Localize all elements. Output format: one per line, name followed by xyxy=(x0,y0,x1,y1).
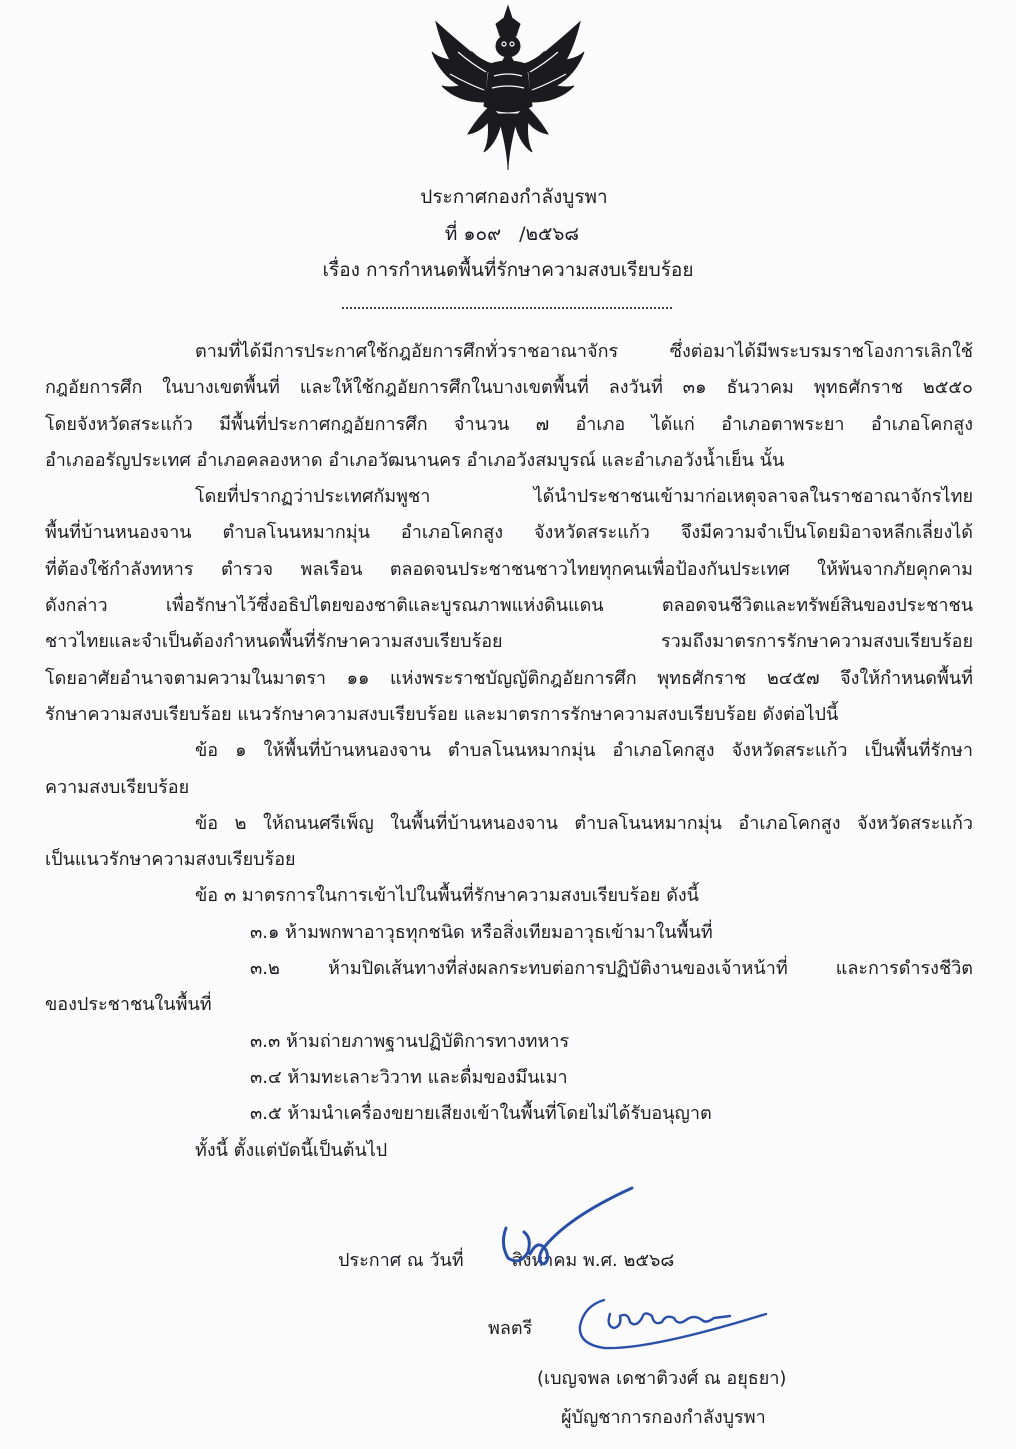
body-line: ของประชาชนในพื้นที่ xyxy=(45,994,212,1016)
body-line: ที่ต้องใช้กำลังทหาร ตำรวจ พลเรือน ตลอดจนประชาชนชาวไทยทุกคนเพื่อป้องกันประเทศ ให้พ้นจากภัยคุกคาม xyxy=(45,558,973,580)
number-prefix: ที่ xyxy=(444,223,458,245)
body-line: ความสงบเรียบร้อย xyxy=(45,776,190,798)
announce-month-year: สิงหาคม พ.ศ. ๒๕๖๘ xyxy=(511,1250,675,1271)
clause-1: ข้อ ๑ ให้พื้นที่บ้านหนองจาน ตำบลโนนหมากมุ่น อำเภอโคกสูง จังหวัดสระแก้ว เป็นพื้นที่รักษา xyxy=(195,740,973,762)
body-line: ตามที่ได้มีการประกาศใช้กฎอัยการศึกทั่วราชอาณาจักร ซึ่งต่อมาได้มีพระบรมราชโองการเลิกใช้ xyxy=(195,341,973,362)
clause-3-4: ๓.๔ ห้ามทะเลาะวิวาท และดื่มของมึนเมา xyxy=(250,1066,568,1088)
number-year: /๒๕๖๘ xyxy=(519,223,580,245)
signer-name: (เบญจพล เดชาติวงศ์ ณ อยุธยา) xyxy=(537,1368,787,1389)
garuda-emblem-icon xyxy=(428,2,588,172)
body-line: โดยอาศัยอำนาจตามความในมาตรา ๑๑ แห่งพระราชบัญญัติกฎอัยการศึก พุทธศักราช ๒๔๕๗ จึงให้กำหนดพื้นที่ xyxy=(45,667,973,689)
handwritten-day xyxy=(486,1188,636,1278)
document-number xyxy=(4,221,1016,247)
body-line: รักษาความสงบเรียบร้อย แนวรักษาความสงบเรียบร้อย และมาตรการรักษาความสงบเรียบร้อย ดังต่อไปนี้ xyxy=(45,703,839,725)
body-line: กฎอัยการศึก ในบางเขตพื้นที่ และให้ใช้กฎอัยการศึกในบางเขตพื้นที่ ลงวันที่ ๓๑ ธันวาคม พุทธศักราช ๒๕๕๐ xyxy=(45,377,973,399)
body-line: เป็นแนวรักษาความสงบเรียบร้อย xyxy=(45,849,296,871)
clause-3-3: ๓.๓ ห้ามถ่ายภาพฐานปฏิบัติการทางทหาร xyxy=(250,1030,570,1052)
clause-3-5: ๓.๕ ห้ามนำเครื่องขยายเสียงเข้าในพื้นที่โดยไม่ได้รับอนุญาต xyxy=(250,1103,712,1125)
document-subject: เรื่อง การกำหนดพื้นที่รักษาความสงบเรียบร้อย xyxy=(322,259,694,281)
body-line: ดังกล่าว เพื่อรักษาไว้ซึ่งอธิปไตยของชาติและบูรณภาพแห่งดินแดน ตลอดจนชีวิตและทรัพย์สินของประชาชน xyxy=(45,595,973,617)
clause-3-2: ๓.๒ ห้ามปิดเส้นทางที่ส่งผลกระทบต่อการปฏิบัติงานของเจ้าหน้าที่ และการดำรงชีวิต xyxy=(250,958,973,980)
body-line: พื้นที่บ้านหนองจาน ตำบลโนนหมากมุ่น อำเภอโคกสูง จังหวัดสระแก้ว จึงมีความจำเป็นโดยมิอาจหลีกเลี่ยงได้ xyxy=(45,522,973,544)
announce-prefix: ประกาศ ณ วันที่ xyxy=(338,1250,464,1271)
document-body xyxy=(45,334,973,1169)
dotted-divider xyxy=(342,307,672,309)
body-line: ชาวไทยและจำเป็นต้องกำหนดพื้นที่รักษาความสงบเรียบร้อย รวมถึงมาตรการรักษาความสงบเรียบร้อย xyxy=(45,631,973,653)
document-title: ประกาศกองกำลังบูรพา xyxy=(420,186,608,208)
clause-2: ข้อ ๒ ให้ถนนศรีเพ็ญ ในพื้นที่บ้านหนองจาน ตำบลโนนหมากมุ่น อำเภอโคกสูง จังหวัดสระแก้ว xyxy=(195,812,973,834)
body-line: โดยที่ปรากฏว่าประเทศกัมพูชา ได้นำประชาชนเข้ามาก่อเหตุจลาจลในราชอาณาจักรไทย xyxy=(195,486,973,508)
handwritten-signature xyxy=(570,1288,770,1358)
clause-3: ข้อ ๓ มาตรการในการเข้าไปในพื้นที่รักษาความสงบเรียบร้อย ดังนี้ xyxy=(195,885,699,907)
signer-position: ผู้บัญชาการกองกำลังบูรพา xyxy=(561,1407,766,1428)
effective-line: ทั้งนี้ ตั้งแต่บัดนี้เป็นต้นไป xyxy=(195,1139,388,1161)
body-line: โดยจังหวัดสระแก้ว มีพื้นที่ประกาศกฎอัยการศึก จำนวน ๗ อำเภอ ได้แก่ อำเภอตาพระยา อำเภอโคกสูง xyxy=(45,413,973,435)
signer-rank: พลตรี xyxy=(488,1318,533,1339)
clause-3-1: ๓.๑ ห้ามพกพาอาวุธทุกชนิด หรือสิ่งเทียมอาวุธเข้ามาในพื้นที่ xyxy=(250,921,713,943)
number-value: ๑๐๙ xyxy=(463,223,502,245)
body-line: อำเภออรัญประเทศ อำเภอคลองหาด อำเภอวัฒนานคร อำเภอวังสมบูรณ์ และอำเภอวังน้ำเย็น นั้น xyxy=(45,449,785,471)
